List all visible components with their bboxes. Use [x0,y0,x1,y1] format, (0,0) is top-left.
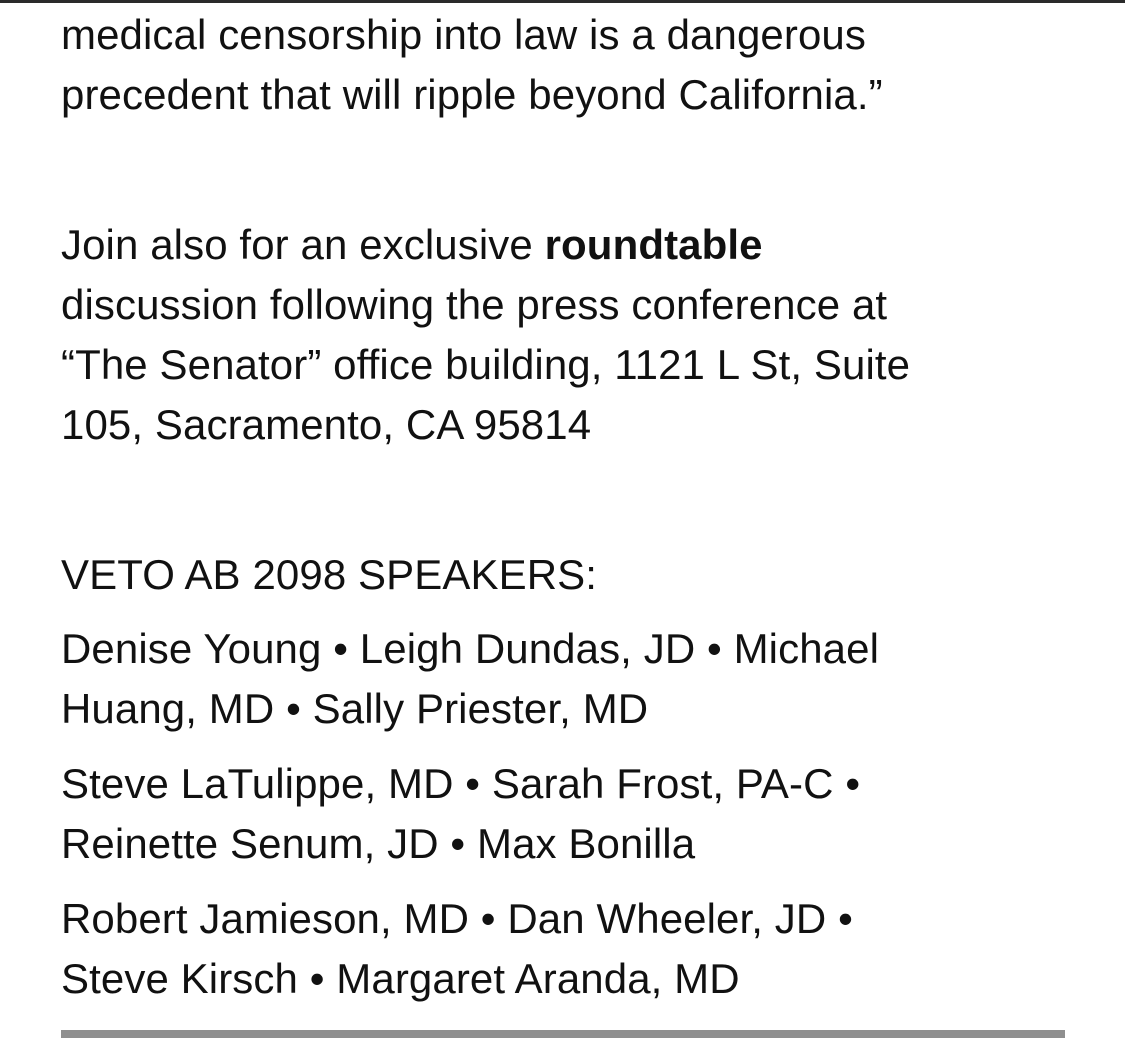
top-divider [0,0,1125,3]
roundtable-line-3: “The Senator” office building, 1121 L St, Suite [61,341,911,388]
quote-line-2: precedent that will ripple beyond California.” [61,71,883,118]
speaker-line: Steve LaTulippe, MD • Sarah Frost, PA-C • [61,760,861,807]
speaker-group-2 [61,754,860,874]
bottom-divider [61,1030,1065,1038]
quote-paragraph [61,5,883,125]
quote-line-1: medical censorship into law is a dangerous [61,11,866,58]
speaker-line: Denise Young • Leigh Dundas, JD • Michael [61,625,880,672]
roundtable-bold-word: roundtable [544,221,763,268]
speaker-line: Reinette Senum, JD • Max Bonilla [61,820,696,867]
speaker-group-1 [61,619,879,739]
speakers-heading: VETO AB 2098 SPEAKERS: [61,551,598,598]
roundtable-line-4: 105, Sacramento, CA 95814 [61,401,592,448]
speaker-line: Robert Jamieson, MD • Dan Wheeler, JD • [61,895,853,942]
speaker-line: Steve Kirsch • Margaret Aranda, MD [61,955,740,1002]
roundtable-line-2: discussion following the press conference at [61,281,888,328]
roundtable-intro: Join also for an exclusive [61,221,545,268]
speaker-line: Huang, MD • Sally Priester, MD [61,685,649,732]
roundtable-paragraph [61,215,910,455]
speaker-group-3 [61,889,853,1009]
